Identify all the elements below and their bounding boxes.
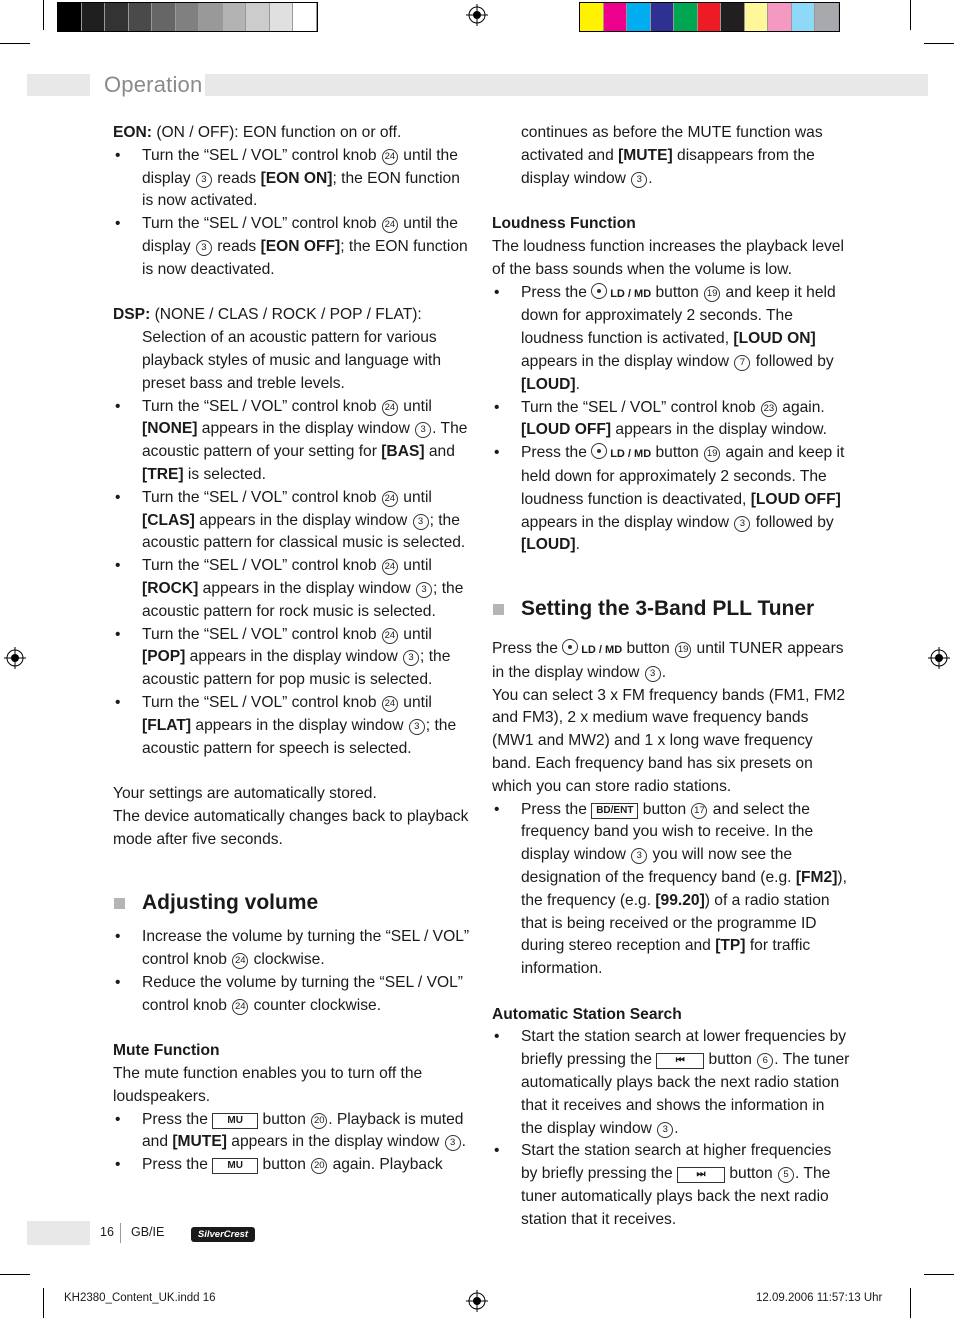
text: ; the acoustic pattern for classical music is selected.: [142, 511, 466, 552]
text: appears in the display window: [194, 511, 412, 529]
text: appears in the display window: [197, 420, 415, 438]
color-swatch: [246, 3, 270, 31]
spacer: [113, 852, 471, 875]
text: Press the: [521, 800, 592, 818]
text: Turn the “SEL / VOL” control knob: [521, 398, 760, 416]
text: ; the EON function is now activated.: [142, 169, 460, 210]
text: button: [651, 444, 704, 462]
text: . The tuner automatically plays back the next radio station that it receives.: [521, 1165, 831, 1228]
text: continues as before the MUTE function was activated and: [521, 124, 823, 164]
text: you will now see the designation of the frequency band (e.g.: [521, 846, 796, 886]
ref-number: 7: [734, 355, 750, 371]
display-code: [FLAT]: [142, 716, 192, 734]
text: and select the frequency band you wish to receive. In the display window: [521, 800, 814, 864]
display-code: [EON ON]: [260, 169, 333, 187]
display-code: [FM2]: [795, 868, 838, 886]
crop-mark: [43, 0, 44, 30]
ref-number: 19: [675, 642, 691, 658]
text: disappears from the display window: [521, 146, 815, 187]
text: ; the acoustic pattern for rock music is selected.: [142, 579, 464, 620]
registration-mark-icon: [466, 1290, 488, 1312]
text: ; the acoustic pattern for speech is selected.: [142, 716, 457, 757]
ref-number: 24: [232, 999, 248, 1015]
ld-md-button-glyph: [591, 442, 651, 466]
text: appears in the display window: [198, 579, 416, 597]
text: Turn the “SEL / VOL” control knob: [142, 693, 381, 711]
list-item: [113, 213, 471, 281]
text: is selected.: [183, 465, 266, 483]
crop-mark: [43, 1288, 44, 1318]
ref-number: 3: [415, 422, 431, 438]
dsp-paragraph: [113, 304, 471, 327]
mu-button-glyph: MU: [212, 1113, 258, 1129]
ref-number: 5: [778, 1167, 794, 1183]
text: Turn the “SEL / VOL” control knob: [142, 397, 381, 415]
color-swatch: [152, 3, 176, 31]
header-bar: [205, 74, 928, 96]
text: button: [651, 283, 704, 301]
ref-number: 20: [311, 1158, 327, 1174]
color-swatch: [176, 3, 200, 31]
heading-text: Adjusting volume: [142, 891, 319, 915]
crop-mark: [910, 0, 911, 30]
ref-number: 19: [704, 286, 720, 302]
display-code: [CLAS]: [142, 511, 195, 529]
text: Reduce the volume by turning the “SEL / VOL” control knob: [142, 973, 463, 1014]
color-swatch: [223, 3, 247, 31]
ref-number: 24: [382, 696, 398, 712]
language-code: GB/IE: [131, 1225, 165, 1239]
ref-number: 3: [445, 1135, 461, 1151]
crop-mark: [924, 43, 954, 44]
right-column: [492, 122, 850, 1232]
dsp-intro: Selection of an acoustic pattern for various playback styles of music and language with preset bass and treble levels.: [142, 329, 442, 392]
ref-number: 6: [757, 1053, 773, 1069]
text: appears in the display window: [521, 352, 734, 370]
footer-bar: [27, 1221, 90, 1245]
text: reads: [212, 237, 261, 255]
ld-md-button-glyph: [591, 282, 651, 306]
text: and: [424, 443, 455, 461]
list-item: [113, 624, 471, 692]
color-swatch: [105, 3, 129, 31]
heading-text: Setting the 3-Band PLL Tuner: [521, 596, 815, 620]
color-swatch: [792, 3, 816, 31]
text: again and keep it held down for approximately 2 seconds. The loudness function is deactivated,: [521, 444, 845, 508]
text: .: [461, 1133, 466, 1151]
display-code: [LOUD ON]: [733, 330, 816, 348]
list-item: [113, 555, 471, 623]
list-item: [492, 442, 850, 557]
display-code: [MUTE]: [172, 1133, 227, 1151]
color-swatch-bar: [579, 2, 840, 32]
text: button: [258, 1156, 311, 1174]
text: .: [575, 536, 580, 554]
ref-number: 24: [382, 559, 398, 575]
text: until: [398, 693, 432, 711]
text: Turn the “SEL / VOL” control knob: [142, 146, 381, 164]
list-item: [113, 487, 471, 555]
text: Turn the “SEL / VOL” control knob: [142, 625, 381, 643]
section-heading: [113, 888, 471, 918]
color-swatch: [815, 3, 839, 31]
ld-md-button-glyph: [562, 638, 622, 662]
color-swatch: [745, 3, 769, 31]
dot-icon: [591, 283, 607, 299]
left-column: [113, 122, 471, 1177]
subheading: Mute Function: [113, 1042, 220, 1060]
text: and keep it held down for approximately 2 seconds. The loudness function is activated,: [521, 283, 836, 348]
skip-back-icon: ⏮: [656, 1053, 704, 1069]
tuner-bands-paragraph: You can select 3 x FM frequency bands (FM1, FM2 and FM3), 2 x medium wave frequency bands (MW1 and MW2) and 1 x long wave frequency band. Each frequency band has six presets on which you can store radio stations.: [492, 686, 846, 795]
ref-number: 19: [704, 446, 720, 462]
list-item: [113, 1154, 471, 1177]
list-item: [492, 799, 850, 981]
color-swatch: [674, 3, 698, 31]
color-swatch: [82, 3, 106, 31]
list-item: [113, 1109, 471, 1155]
registration-mark-icon: [928, 647, 950, 669]
text: button: [725, 1165, 778, 1183]
text: ; the acoustic pattern for pop music is selected.: [142, 648, 451, 689]
header-bar: [27, 74, 90, 96]
text: until: [398, 397, 432, 415]
mu-button-glyph: MU: [212, 1158, 258, 1174]
ref-number: 3: [196, 240, 212, 256]
crop-mark: [910, 1288, 911, 1318]
text: Press the: [492, 639, 563, 657]
text: (ON / OFF): EON function on or off.: [151, 124, 402, 141]
text: .: [661, 663, 667, 681]
text: . The tuner automatically plays back the next radio station that it receives and shows the information in the display window: [521, 1051, 850, 1137]
text: followed by: [751, 352, 834, 370]
text: until: [398, 557, 432, 575]
text: button: [622, 639, 675, 657]
ref-number: 3: [734, 516, 750, 532]
display-code: [POP]: [142, 648, 186, 666]
text: .: [575, 375, 580, 393]
eon-paragraph: [113, 122, 471, 145]
text: Press the: [142, 1110, 213, 1128]
text: (NONE / CLAS / ROCK / POP / FLAT):: [150, 306, 422, 324]
subheading: Automatic Station Search: [492, 1005, 682, 1023]
eon-label: EON:: [113, 124, 152, 141]
text: Press the: [521, 283, 592, 301]
heading-square-icon: [493, 604, 504, 615]
crop-mark: [0, 43, 30, 44]
mute-intro: The mute function enables you to turn off the loudspeakers.: [113, 1065, 423, 1105]
glyph-label: LD / MD: [581, 643, 623, 656]
color-swatch: [270, 3, 294, 31]
display-code: [NONE]: [142, 420, 198, 438]
list-item: [113, 396, 471, 487]
bd-ent-button-glyph: BD/ENT: [591, 803, 638, 819]
dot-icon: [562, 639, 578, 655]
color-swatch: [627, 3, 651, 31]
page-number: 16: [100, 1225, 114, 1239]
timestamp-slug: 12.09.2006 11:57:13 Uhr: [756, 1292, 883, 1304]
text: appears in the display window.: [611, 421, 827, 439]
display-code: [99.20]: [655, 891, 705, 909]
display-code: [MUTE]: [618, 146, 673, 164]
display-code: [LOUD OFF]: [750, 490, 841, 508]
registration-mark-icon: [466, 4, 488, 26]
ref-number: 3: [657, 1122, 673, 1138]
text: . The acoustic pattern of your setting for: [142, 420, 468, 461]
ref-number: 24: [382, 149, 398, 165]
list-item: [492, 282, 850, 397]
tuner-paragraph: [492, 638, 850, 685]
display-code: [LOUD]: [521, 375, 576, 393]
display-code: [TRE]: [142, 465, 184, 483]
ref-number: 3: [196, 172, 212, 188]
list-item: [113, 145, 471, 213]
color-swatch: [651, 3, 675, 31]
text: appears in the display window: [521, 513, 734, 531]
ref-number: 24: [382, 491, 398, 507]
glyph-label: LD / MD: [610, 287, 652, 300]
color-swatch: [58, 3, 82, 31]
text: appears in the display window: [185, 648, 403, 666]
ref-number: 20: [311, 1113, 327, 1129]
ref-number: 3: [645, 666, 661, 682]
stored-note: Your settings are automatically stored.: [113, 785, 377, 803]
dsp-label: DSP:: [113, 306, 151, 324]
ref-number: 24: [382, 400, 398, 416]
text: Turn the “SEL / VOL” control knob: [142, 488, 381, 506]
color-swatch: [129, 3, 153, 31]
text: Start the station search at higher frequencies by briefly pressing the: [521, 1142, 832, 1183]
color-swatch: [698, 3, 722, 31]
text: until TUNER appears in the display window: [492, 639, 844, 681]
return-note: The device automatically changes back to playback mode after five seconds.: [113, 807, 469, 848]
text: appears in the display window: [191, 716, 408, 734]
text: button: [258, 1110, 311, 1128]
glyph-label: LD / MD: [610, 448, 652, 461]
text: followed by: [751, 513, 834, 531]
ref-number: 3: [413, 514, 429, 530]
text: for traffic information.: [521, 937, 811, 978]
spacer: [492, 981, 850, 1004]
text: again.: [777, 398, 825, 416]
color-swatch: [604, 3, 628, 31]
display-code: [ROCK]: [142, 579, 199, 597]
text: button: [638, 800, 691, 818]
list-item: [492, 1026, 850, 1140]
spacer: [492, 190, 850, 213]
footer-divider: [120, 1223, 121, 1243]
spacer: [113, 282, 471, 305]
spacer: [492, 557, 850, 580]
text: ), the frequency (e.g.: [521, 868, 847, 909]
color-swatch: [580, 3, 604, 31]
text: until: [398, 488, 432, 506]
display-code: [TP]: [715, 937, 746, 955]
list-item: [492, 397, 850, 443]
list-item: [113, 926, 471, 972]
text: until: [398, 625, 432, 643]
crop-mark: [924, 1274, 954, 1275]
ref-number: 17: [691, 803, 707, 819]
ref-number: 24: [232, 953, 248, 969]
skip-forward-icon: ⏭: [677, 1167, 725, 1183]
display-code: [BAS]: [381, 443, 425, 461]
page-title: Operation: [104, 72, 203, 97]
registration-mark-icon: [4, 647, 26, 669]
text: Press the: [142, 1156, 213, 1174]
color-swatch: [721, 3, 745, 31]
display-code: [LOUD]: [521, 536, 576, 554]
text: ) of a radio station that is being received or the programme ID during stereo reception and: [521, 891, 830, 955]
display-code: [LOUD OFF]: [521, 421, 612, 439]
text: Turn the “SEL / VOL” control knob: [142, 215, 381, 233]
text: Press the: [521, 444, 592, 462]
text: until the display: [142, 215, 458, 255]
text: button: [704, 1051, 757, 1069]
ref-number: 23: [761, 401, 777, 417]
text: . Playback is muted and: [142, 1110, 464, 1151]
crop-mark: [0, 1274, 30, 1275]
brand-logo: SilverCrest: [191, 1227, 255, 1242]
list-item: [113, 972, 471, 1018]
ref-number: 3: [416, 582, 432, 598]
section-heading: [492, 594, 850, 624]
mute-continuation: [492, 122, 850, 190]
text: .: [648, 169, 653, 187]
spacer: [113, 760, 471, 783]
subheading: Loudness Function: [492, 215, 636, 233]
ref-number: 3: [631, 848, 647, 864]
text: reads: [212, 169, 261, 187]
text: Increase the volume by turning the “SEL / VOL” control knob: [142, 928, 470, 969]
heading-square-icon: [114, 898, 125, 909]
color-swatch: [293, 3, 317, 31]
ref-number: 3: [631, 172, 647, 188]
text: ; the EON function is now deactivated.: [142, 237, 468, 278]
text: until the display: [142, 146, 458, 187]
dot-icon: [591, 443, 607, 459]
list-item: [113, 692, 471, 760]
text: again. Playback: [328, 1156, 443, 1174]
spacer: [113, 1017, 471, 1040]
ref-number: 24: [382, 217, 398, 233]
color-swatch: [199, 3, 223, 31]
ref-number: 3: [409, 719, 425, 735]
ref-number: 24: [382, 628, 398, 644]
text: .: [674, 1119, 679, 1137]
text: appears in the display window: [226, 1133, 444, 1151]
color-swatch: [768, 3, 792, 31]
gray-swatch-bar: [57, 2, 318, 32]
ref-number: 3: [403, 650, 419, 666]
loud-intro: The loudness function increases the playback level of the bass sounds when the volume is low.: [492, 237, 844, 278]
text: Start the station search at lower frequencies by briefly pressing the: [521, 1028, 847, 1069]
text: clockwise.: [249, 951, 325, 969]
display-code: [EON OFF]: [260, 237, 341, 255]
list-item: [492, 1140, 850, 1231]
file-slug: KH2380_Content_UK.indd 16: [64, 1292, 216, 1304]
text: counter clockwise.: [249, 996, 382, 1014]
text: Turn the “SEL / VOL” control knob: [142, 557, 381, 575]
